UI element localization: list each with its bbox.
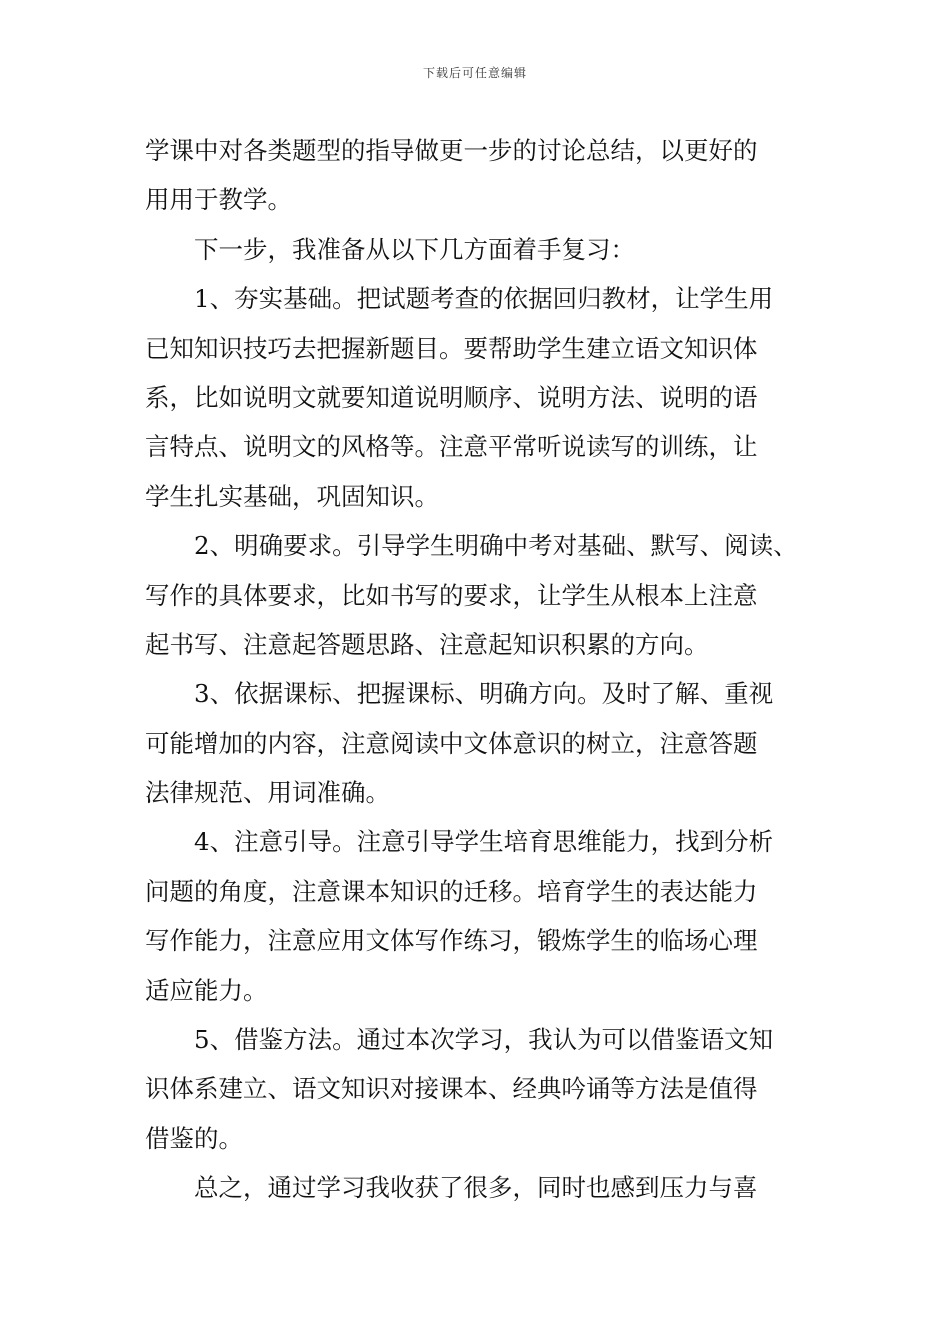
paragraph-start-line: 3、依据课标、把握课标、明确方向。及时了解、重视 [194, 679, 774, 709]
text-line: 写作的具体要求，比如书写的要求，让学生从根本上注意 [145, 580, 758, 610]
text-line: 借鉴的。 [145, 1123, 243, 1153]
text-line: 适应能力。 [145, 975, 268, 1005]
paragraph-start-line: 4、注意引导。注意引导学生培育思维能力，找到分析 [194, 827, 774, 857]
text-line: 可能增加的内容，注意阅读中文体意识的树立，注意答题 [145, 728, 758, 758]
text-line: 学生扎实基础，巩固知识。 [145, 481, 439, 511]
text-line: 用用于教学。 [145, 185, 292, 215]
text-line: 已知知识技巧去把握新题目。要帮助学生建立语文知识体 [145, 333, 758, 363]
text-line: 学课中对各类题型的指导做更一步的讨论总结，以更好的 [145, 136, 758, 165]
text-line: 系，比如说明文就要知道说明顺序、说明方法、说明的语 [145, 382, 758, 412]
paragraph-start-line: 下一步，我准备从以下几方面着手复习： [194, 234, 635, 264]
paragraph-start-line: 1、夯实基础。把试题考查的依据回归教材，让学生用 [194, 284, 774, 314]
text-line: 写作能力，注意应用文体写作练习，锻炼学生的临场心理 [145, 926, 758, 956]
text-line: 起书写、注意起答题思路、注意起知识积累的方向。 [145, 629, 709, 659]
text-line: 识体系建立、语文知识对接课本、经典吟诵等方法是值得 [145, 1074, 758, 1104]
paragraph-start-line: 2、明确要求。引导学生明确中考对基础、默写、阅读、 [194, 531, 798, 561]
document-body [145, 126, 807, 1213]
paragraph-start-line: 总之，通过学习我收获了很多，同时也感到压力与喜 [194, 1173, 758, 1203]
text-line: 法律规范、用词准确。 [145, 778, 390, 808]
paragraph-start-line: 5、借鉴方法。通过本次学习，我认为可以借鉴语文知 [194, 1025, 774, 1055]
page-header: 下载后可任意编辑 [422, 66, 527, 80]
text-line: 言特点、说明文的风格等。注意平常听说读写的训练，让 [145, 432, 758, 462]
text-line: 问题的角度，注意课本知识的迁移。培育学生的表达能力 [145, 876, 758, 906]
